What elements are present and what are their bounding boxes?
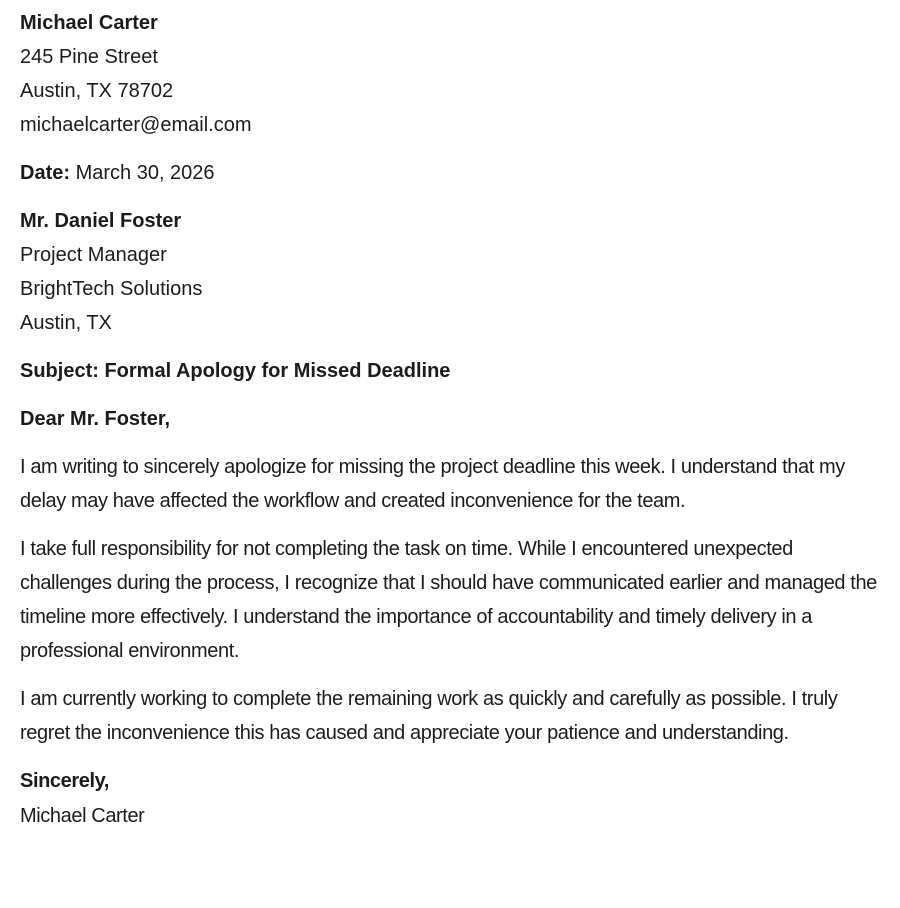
closing: Sincerely, [20,770,110,792]
recipient-block [20,204,880,340]
body-paragraph-3 [20,682,880,750]
sender-address-line1: 245 Pine Street [20,46,158,68]
salutation: Dear Mr. Foster, [20,408,171,430]
date-block [20,156,880,190]
recipient-location: Austin, TX [20,312,112,334]
date-line [20,156,880,190]
recipient-title: Project Manager [20,244,167,266]
body-paragraph-2 [20,532,880,668]
date-value: March 30, 2026 [75,162,215,184]
subject-block [20,354,880,388]
subject-line: Subject: Formal Apology for Missed Deadline [20,360,451,382]
recipient-company: BrightTech Solutions [20,278,203,300]
signature-block [20,764,880,834]
sender-address-line2: Austin, TX 78702 [20,80,174,102]
body-paragraph-1 [20,450,880,518]
signature-name: Michael Carter [20,805,145,827]
paragraph-text: I take full responsibility for not completing the task on time. While I encountered unexpected challenges during the process, I recognize that I should have communicated earlier and managed the timeline more effectively. I understand the importance of accountability and timely delivery in a professional environment. [20,538,877,662]
salutation-block [20,402,880,436]
sender-email: michaelcarter@email.com [20,114,252,136]
date-label: Date: [20,162,71,184]
recipient-name: Mr. Daniel Foster [20,210,182,232]
paragraph-text: I am writing to sincerely apologize for missing the project deadline this week. I understand that my delay may have affected the workflow and created inconvenience for the team. [20,456,845,512]
apology-letter [20,6,880,834]
sender-name: Michael Carter [20,12,158,34]
sender-block [20,6,880,142]
paragraph-text: I am currently working to complete the remaining work as quickly and carefully as possible. I truly regret the inconvenience this has caused and appreciate your patience and understanding. [20,688,838,744]
